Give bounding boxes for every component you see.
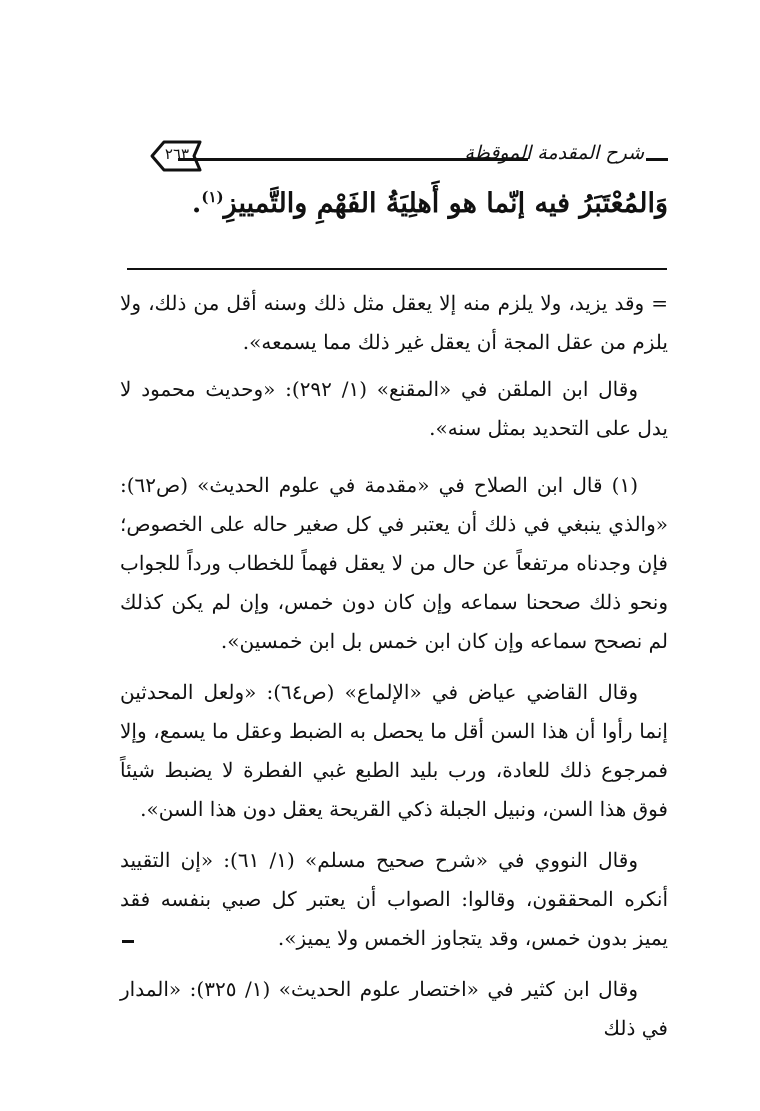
header-book-title: شرح المقدمة الموقظة bbox=[464, 142, 644, 164]
header-rule-end bbox=[646, 158, 668, 161]
main-text-line: وَالمُعْتَبَرُ فيه إنّما هو أَهلِيَةُ الفَهْمِ والتَّمييزِ bbox=[223, 188, 668, 219]
footnote-reference: (١) bbox=[201, 188, 224, 206]
footnote-separator bbox=[127, 268, 667, 270]
page-number: ٢٦٣ bbox=[164, 145, 190, 163]
footnote-paragraph: وقال القاضي عياض في «الإلماع» (ص٦٤): «ولعل المحدثين إنما رأوا أن هذا السن أقل ما يحصل به الضبط وعقل ما يسمع، وإلا فمرجوع ذلك للعادة، ورب بليد الطبع غبي الفطرة لا يضبط شيئاً فوق هذا السن، ونبيل الجبلة ذكي القريحة يعقل دون هذا السن». bbox=[120, 680, 668, 821]
footnote-continuation: = وقد يزيد، ولا يلزم منه إلا يعقل مثل ذلك وسنه أقل من ذلك، ولا يلزم من عقل المجة أن يعقل غير ذلك مما يسمعه». bbox=[120, 291, 668, 354]
continuation-mark bbox=[122, 940, 134, 943]
footnote-paragraph: وقال النووي في «شرح صحيح مسلم» (١/ ٦١): «إن التقييد أنكره المحققون، وقالوا: الصواب أن يعتبر كل صبي بنفسه فقد يميز بدون خمس، وقد يتجاوز الخمس ولا يميز». bbox=[120, 848, 668, 950]
page-number-badge bbox=[150, 139, 204, 173]
footnote-paragraph: وقال ابن الملقن في «المقنع» (١/ ٢٩٢): «وحديث محمود لا يدل على التحديد بمثل سنه». bbox=[120, 377, 668, 440]
footnote-1: (١) قال ابن الصلاح في «مقدمة في علوم الحديث» (ص٦٢): «والذي ينبغي في ذلك أن يعتبر في كل صغير حاله على الخصوص؛ فإن وجدناه مرتفعاً عن حال من لا يعقل فهماً للخطاب ورداً للجواب ونحو ذلك صححنا سماعه وإن كان دون خمس، وإن لم يكن كذلك لم نصحح سماعه وإن كان ابن خمس بل ابن خمسين». bbox=[120, 473, 668, 653]
main-text-end: . bbox=[191, 188, 202, 219]
footnotes bbox=[120, 284, 668, 1060]
main-text bbox=[120, 180, 668, 228]
running-header bbox=[120, 138, 668, 178]
footnote-paragraph: وقال ابن كثير في «اختصار علوم الحديث» (١/ ٣٢٥): «المدار في ذلك bbox=[120, 977, 668, 1040]
